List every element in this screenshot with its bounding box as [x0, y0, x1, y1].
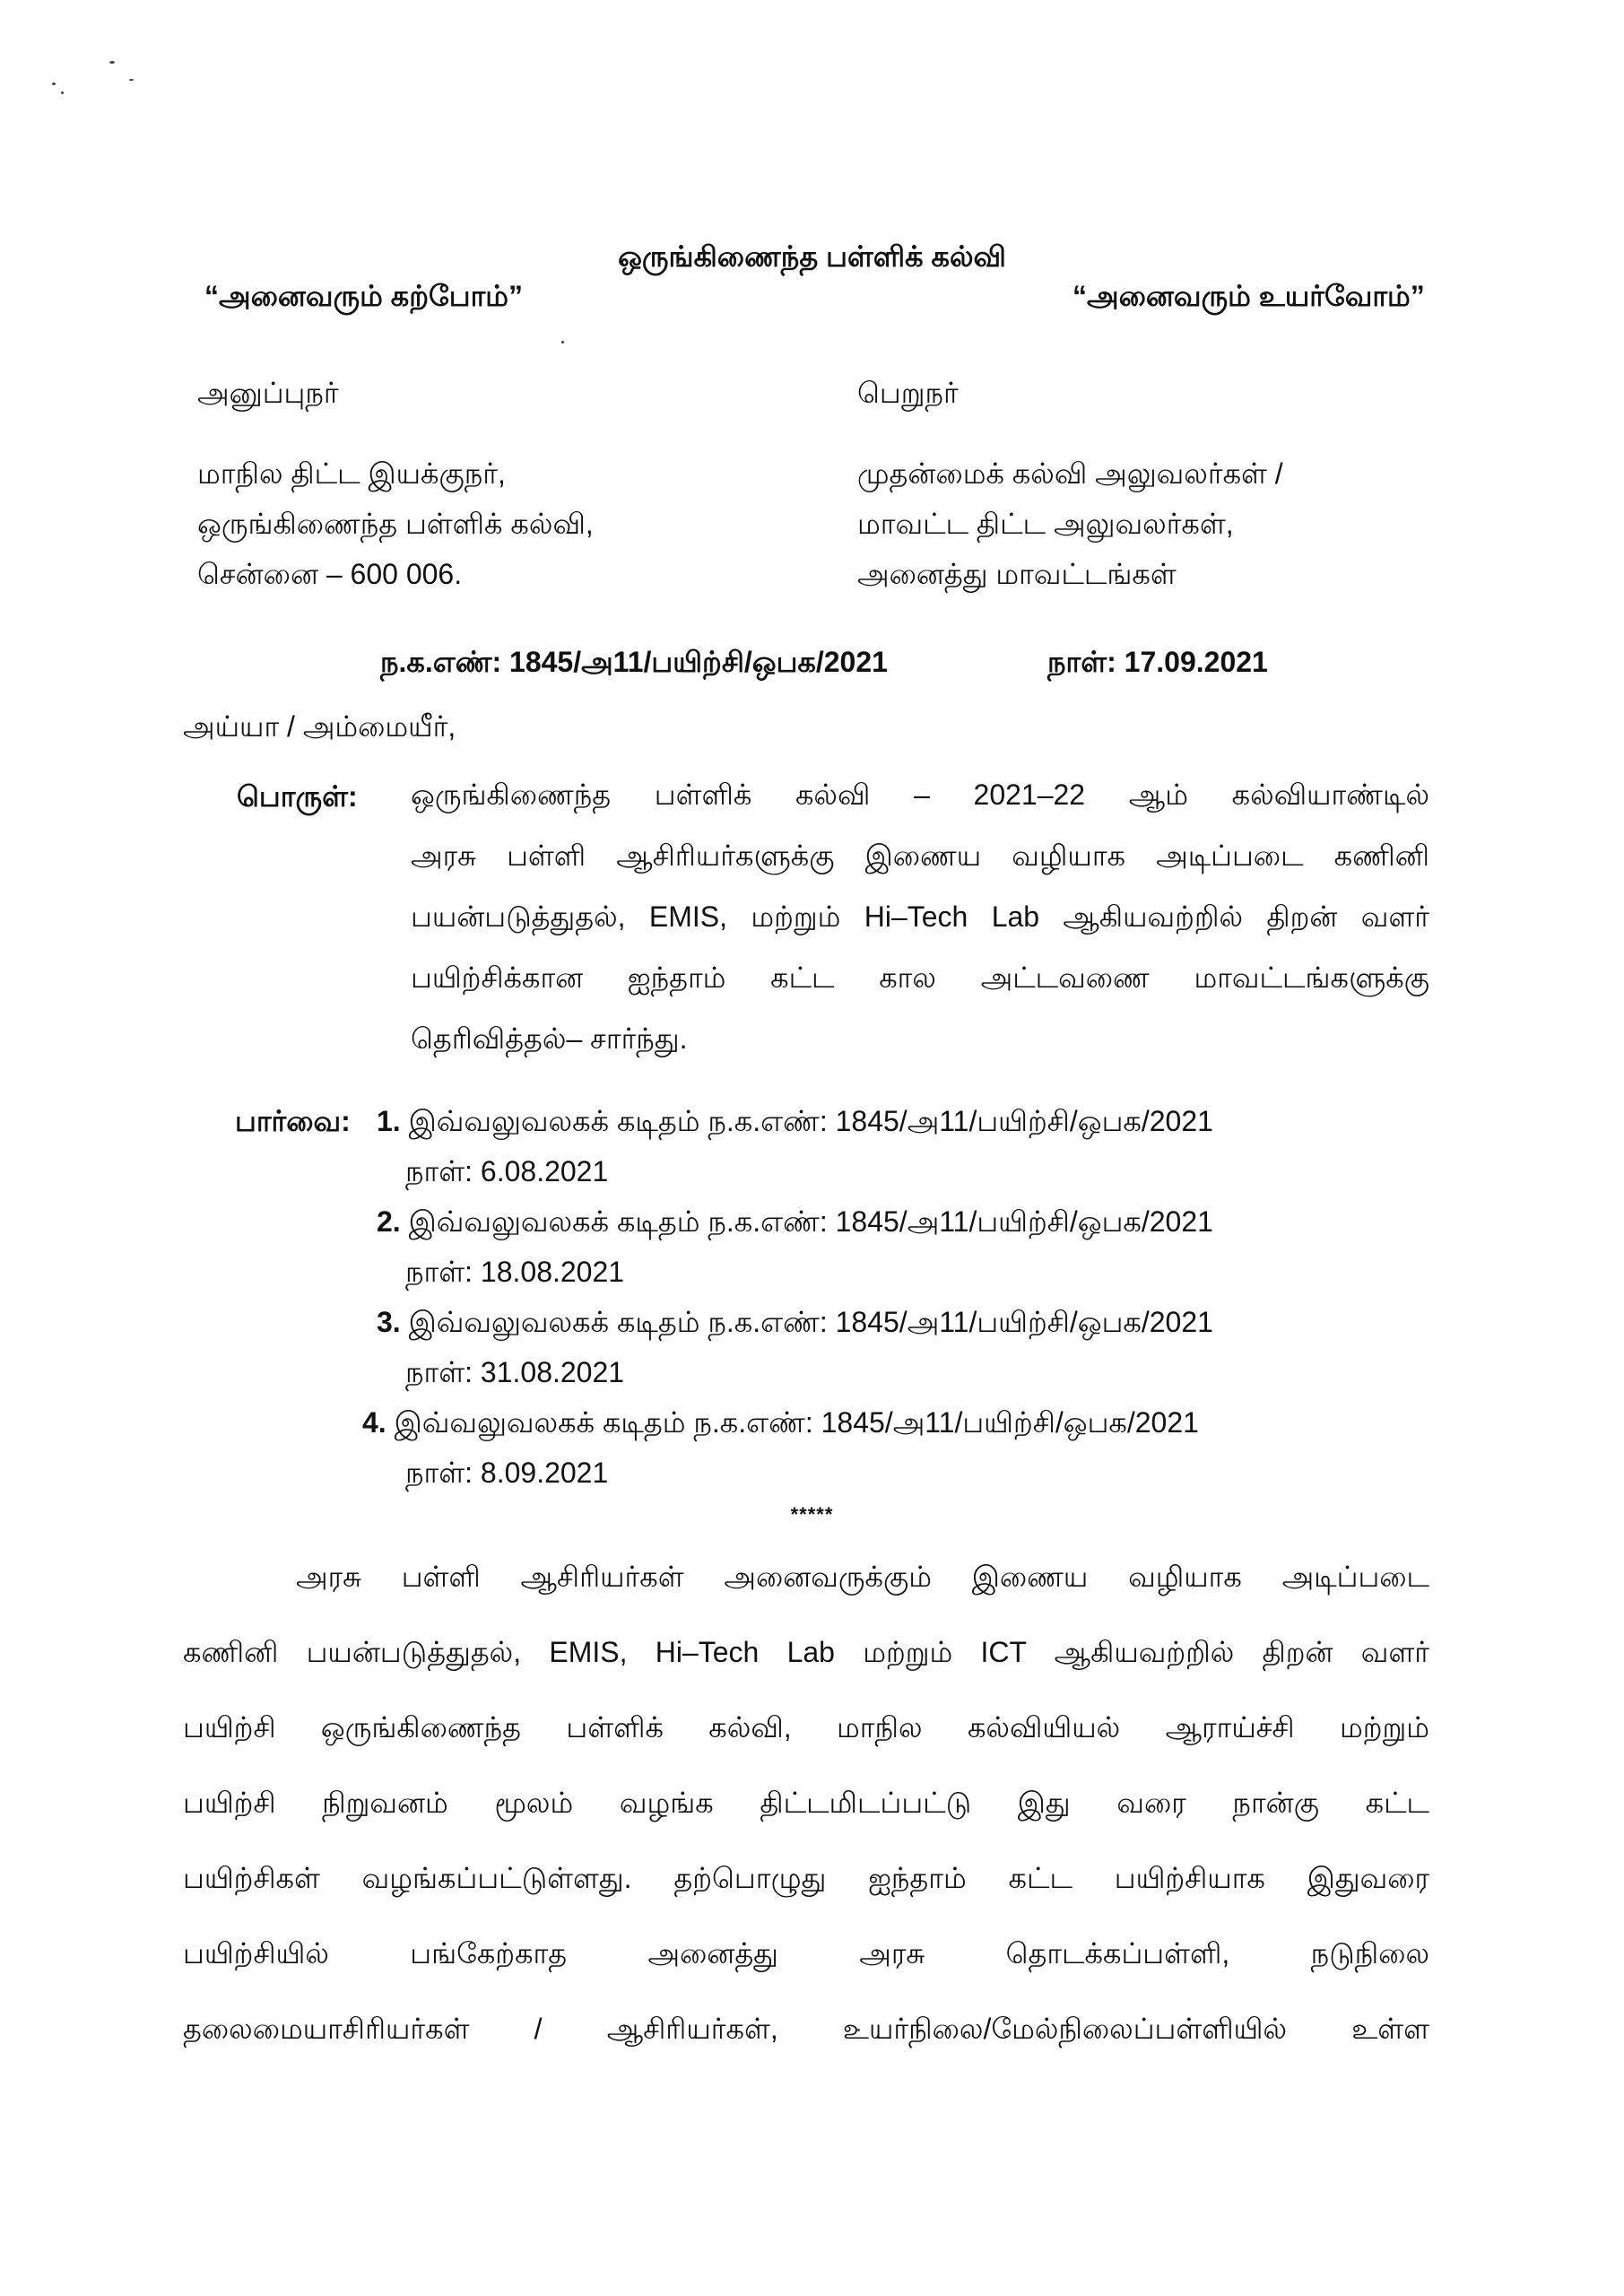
body-line: பயிற்சி ஒருங்கிணைந்த பள்ளிக் கல்வி, மாநில கல்வியியல் ஆராய்ச்சி மற்றும்: [183, 1711, 1429, 1744]
body-line: பயிற்சிகள் வழங்கப்பட்டுள்ளது. தற்பொழுது ஐந்தாம் கட்ட பயிற்சியாக இதுவரை: [183, 1862, 1429, 1894]
references-label: பார்வை:: [235, 1105, 351, 1137]
receiver-address: [857, 448, 1283, 599]
motto-right: “அனைவரும் உயர்வோம்”: [1073, 280, 1425, 312]
sender-address: [197, 448, 594, 599]
salutation: அய்யா / அம்மையீர்,: [183, 710, 456, 743]
subject-label: பொருள்:: [237, 780, 358, 813]
receiver-line: அனைத்து மாவட்டங்கள்: [857, 558, 1177, 590]
subject-line: பயிற்சிக்கான ஐந்தாம் கட்ட கால அட்டவணை மாவட்டங்களுக்கு: [411, 961, 1429, 994]
subject-line: ஒருங்கிணைந்த பள்ளிக் கல்வி – 2021–22 ஆம் கல்வியாண்டில்: [411, 778, 1429, 811]
reference-item-text: இவ்வலுவலகக் கடிதம் ந.க.எண்: 1845/அ11/பயிற்சி/ஒபக/2021: [408, 1306, 1213, 1338]
receiver-label: பெறுநர்: [857, 377, 959, 409]
reference-item-date: நாள்: 31.08.2021: [405, 1356, 625, 1388]
body-line: அரசு பள்ளி ஆசிரியர்கள் அனைவருக்கும் இணைய வழியாக அடிப்படை: [296, 1561, 1429, 1593]
body-line: பயிற்சி நிறுவனம் மூலம் வழங்க திட்டமிடப்பட்டு இது வரை நான்கு கட்ட: [183, 1787, 1429, 1819]
reference-item: [362, 1406, 1199, 1489]
scan-speck: [129, 79, 134, 81]
reference-item-text: இவ்வலுவலகக் கடிதம் ந.க.எண்: 1845/அ11/பயிற்சி/ஒபக/2021: [408, 1105, 1213, 1137]
reference-item-number: 3.: [377, 1306, 401, 1338]
reference-item-date: நாள்: 8.09.2021: [405, 1457, 609, 1489]
reference-number: ந.க.எண்: 1845/அ11/பயிற்சி/ஒபக/2021: [380, 646, 888, 678]
section-separator: *****: [790, 1503, 834, 1526]
subject-line: தெரிவித்தல்– சார்ந்து.: [411, 1022, 688, 1055]
sender-line: மாநில திட்ட இயக்குநர்,: [197, 457, 506, 490]
reference-item-date: நாள்: 6.08.2021: [405, 1155, 609, 1187]
body-line: கணினி பயன்படுத்துதல், EMIS, Hi–Tech Lab மற்றும் ICT ஆகியவற்றில் திறன் வளர்: [183, 1636, 1429, 1668]
subject-line: பயன்படுத்துதல், EMIS, மற்றும் Hi–Tech Lab ஆகியவற்றில் திறன் வளர்: [411, 900, 1429, 933]
receiver-line: முதன்மைக் கல்வி அலுவலர்கள் /: [857, 457, 1283, 490]
receiver-line: மாவட்ட திட்ட அலுவலர்கள்,: [857, 508, 1234, 540]
body-line: பயிற்சியில் பங்கேற்காத அனைத்து அரசு தொடக்கப்பள்ளி, நடுநிலை: [183, 1937, 1429, 1970]
reference-item-text: இவ்வலுவலகக் கடிதம் ந.க.எண்: 1845/அ11/பயிற்சி/ஒபக/2021: [394, 1406, 1199, 1439]
sender-line: சென்னை – 600 006.: [197, 558, 463, 590]
scan-speck: [61, 91, 64, 94]
reference-item-date: நாள்: 18.08.2021: [405, 1256, 625, 1288]
subject-line: அரசு பள்ளி ஆசிரியர்களுக்கு இணைய வழியாக அடிப்படை கணினி: [411, 839, 1429, 872]
reference-item: [377, 1205, 1213, 1288]
reference-date: நாள்: 17.09.2021: [1047, 646, 1268, 678]
scan-speck: [109, 61, 115, 64]
reference-item: [377, 1306, 1213, 1388]
reference-item-number: 2.: [377, 1205, 401, 1238]
sender-line: ஒருங்கிணைந்த பள்ளிக் கல்வி,: [197, 508, 594, 540]
scan-speck: [52, 83, 56, 85]
reference-item-number: 4.: [362, 1406, 386, 1439]
motto-left: “அனைவரும் கற்போம்”: [204, 280, 524, 312]
sender-label: அனுப்புநர்: [197, 377, 339, 409]
body-paragraph: [183, 1539, 1429, 2066]
reference-item: [377, 1105, 1213, 1187]
page-title: ஒருங்கிணைந்த பள்ளிக் கல்வி: [618, 240, 1006, 273]
scan-speck: [561, 341, 564, 344]
reference-item-text: இவ்வலுவலகக் கடிதம் ந.க.எண்: 1845/அ11/பயிற்சி/ஒபக/2021: [408, 1205, 1213, 1238]
subject-body: [411, 773, 1429, 1078]
reference-item-number: 1.: [377, 1105, 401, 1137]
body-line: தலைமையாசிரியர்கள் / ஆசிரியர்கள், உயர்நிலை/மேல்நிலைப்பள்ளியில் உள்ள: [183, 2013, 1429, 2045]
